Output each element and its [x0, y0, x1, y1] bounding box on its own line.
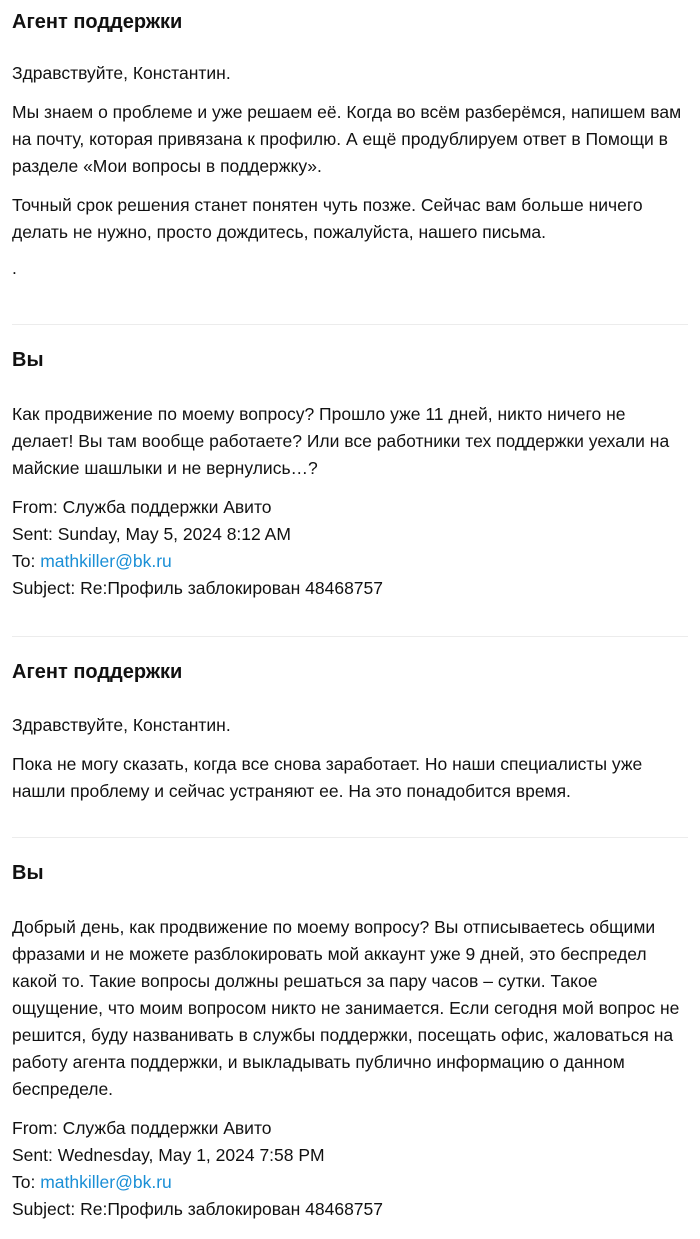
quote-subject-value: Re:Профиль заблокирован 48468757: [80, 1199, 384, 1219]
message-author: Вы: [12, 349, 44, 371]
message-greeting: Здравствуйте, Константин.: [12, 715, 231, 735]
message-greeting: Здравствуйте, Константин.: [12, 63, 231, 83]
quote-sent-value: Sunday, May 5, 2024 8:12 AM: [57, 524, 291, 544]
message-user-2: [12, 837, 688, 1223]
message-paragraph: Мы знаем о проблеме и уже решаем её. Когда во всём разберёмся, напишем вам на почту, которая привязана к профилю. А ещё продублируем ответ в Помощи в разделе «Мои вопросы в поддержку».: [12, 102, 682, 176]
message-support-1: [12, 0, 688, 324]
message-paragraph: Точный срок решения станет понятен чуть позже. Сейчас вам больше ничего делать не нужно, просто дождитесь, пожалуйста, нашего письма.: [12, 195, 643, 242]
quote-to-line: To: mathkiller@bk.ru: [12, 1172, 172, 1192]
message-user-1: [12, 324, 688, 636]
email-quote-header: [12, 494, 688, 602]
quote-to-line: To: mathkiller@bk.ru: [12, 551, 172, 571]
quote-subject-line: Subject: Re:Профиль заблокирован 48468757: [12, 1199, 384, 1219]
quote-sent-line: Sent: Sunday, May 5, 2024 8:12 AM: [12, 524, 291, 544]
message-body: Пока не могу сказать, когда все снова заработает. Но наши специалисты уже нашли проблему и сейчас устраняют ее. На это понадобится время.: [12, 754, 643, 801]
message-trailing-dot: .: [12, 258, 17, 278]
message-author: Вы: [12, 862, 44, 884]
quote-from-line: From: Служба поддержки Авито: [12, 497, 272, 517]
quote-sent-value: Wednesday, May 1, 2024 7:58 PM: [57, 1145, 325, 1165]
quote-sent-line: Sent: Wednesday, May 1, 2024 7:58 PM: [12, 1145, 325, 1165]
email-quote-header: [12, 1115, 688, 1223]
message-author: Агент поддержки: [12, 661, 183, 683]
quote-subject-line: Subject: Re:Профиль заблокирован 48468757: [12, 578, 384, 598]
quote-from-value: Служба поддержки Авито: [62, 497, 272, 517]
quote-from-line: From: Служба поддержки Авито: [12, 1118, 272, 1138]
email-link[interactable]: mathkiller@bk.ru: [40, 551, 172, 571]
message-support-2: [12, 636, 688, 837]
message-body: Как продвижение по моему вопросу? Прошло уже 11 дней, никто ничего не делает! Вы там вообще работаете? Или все работники тех поддержки уехали на майские шашлыки и не вернулись…?: [12, 404, 670, 478]
quote-subject-value: Re:Профиль заблокирован 48468757: [80, 578, 384, 598]
quote-from-value: Служба поддержки Авито: [62, 1118, 272, 1138]
message-author: Агент поддержки: [12, 11, 183, 33]
email-link[interactable]: mathkiller@bk.ru: [40, 1172, 172, 1192]
message-body: Добрый день, как продвижение по моему вопросу? Вы отписываетесь общими фразами и не можете разблокировать мой аккаунт уже 9 дней, это беспредел какой то. Такие вопросы должны решаться за пару часов – сутки. Такое ощущение, что моим вопросом никто не занимается. Если сегодня мой вопрос не решится, буду названивать в службы поддержки, посещать офис, жаловаться на работу агента поддержки, и выкладывать публично информацию о данном беспределе.: [12, 917, 680, 1099]
